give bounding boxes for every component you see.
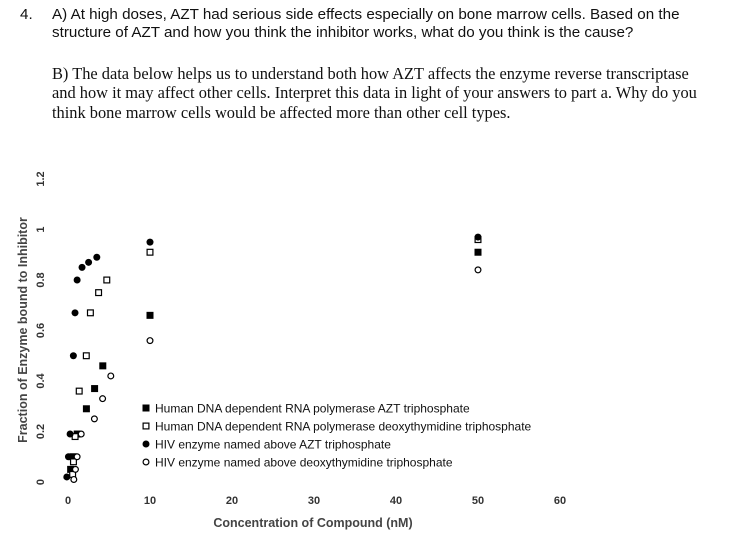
data-point — [96, 290, 102, 296]
data-point — [83, 405, 90, 412]
x-tick-label: 60 — [553, 495, 567, 507]
data-point — [99, 362, 106, 369]
data-point — [475, 249, 482, 256]
legend-marker — [143, 423, 149, 429]
question-number: 4. — [20, 6, 33, 23]
x-tick-label: 30 — [307, 495, 321, 507]
data-point — [147, 312, 154, 319]
data-point — [475, 267, 481, 273]
data-point — [78, 431, 84, 437]
x-tick-label: 40 — [389, 495, 403, 507]
data-point — [73, 466, 79, 472]
data-point — [92, 416, 98, 422]
data-point — [74, 454, 80, 460]
y-axis-label: Fraction of Enzyme bound to Inhibitor — [16, 217, 30, 443]
data-point — [72, 309, 79, 316]
data-point — [88, 310, 94, 316]
legend-marker — [143, 405, 150, 412]
y-tick-label: 0.6 — [35, 322, 47, 339]
data-point — [63, 473, 70, 480]
y-tick-label: 0.4 — [35, 373, 47, 389]
data-point — [104, 277, 110, 283]
data-point — [475, 234, 482, 241]
data-point — [147, 239, 154, 246]
data-point — [93, 254, 100, 261]
legend-label: HIV enzyme named above AZT triphosphate — [155, 437, 391, 452]
x-axis-label: Concentration of Compound (nM) — [213, 516, 413, 530]
data-point — [67, 431, 74, 438]
data-point — [147, 249, 153, 255]
legend-marker — [143, 459, 149, 465]
data-point — [71, 477, 77, 483]
y-tick-label: 0 — [35, 478, 47, 486]
y-tick-label: 1.2 — [35, 171, 47, 187]
data-point — [100, 396, 106, 402]
data-point — [91, 385, 98, 392]
y-tick-label: 1 — [35, 226, 47, 233]
data-point — [65, 453, 72, 460]
x-tick-label: 10 — [143, 495, 157, 507]
legend-marker — [143, 441, 150, 448]
legend-label: Human DNA dependent RNA polymerase deoxythymidine triphosphate — [155, 419, 532, 434]
legend-label: HIV enzyme named above deoxythymidine triphosphate — [155, 455, 453, 470]
question-part-b: B) The data below helps us to understand both how AZT affects the enzyme reverse transcriptase and how it may affect other cells. Interpret this data in light of your answers to part a. Why do you think bone marrow cells would be affected more than other cell types. — [52, 64, 697, 122]
data-point — [70, 352, 77, 359]
data-point — [83, 353, 89, 359]
x-tick-label: 20 — [225, 495, 239, 507]
data-point — [79, 264, 86, 271]
x-tick-label: 50 — [471, 495, 485, 507]
data-point — [85, 259, 92, 266]
data-point — [108, 373, 114, 379]
y-tick-label: 0.2 — [35, 423, 47, 440]
data-point — [147, 338, 153, 344]
x-tick-label: 0 — [64, 495, 72, 507]
y-tick-label: 0.8 — [35, 272, 47, 288]
question-part-a: A) At high doses, AZT had serious side effects especially on bone marrow cells. Based on the structure of AZT and how you think the inhibitor works, what do you think is the cause? — [52, 6, 680, 41]
data-point — [76, 388, 82, 394]
chart-legend — [143, 402, 532, 470]
data-point — [74, 277, 81, 284]
legend-label: Human DNA dependent RNA polymerase AZT triphosphate — [155, 401, 470, 416]
